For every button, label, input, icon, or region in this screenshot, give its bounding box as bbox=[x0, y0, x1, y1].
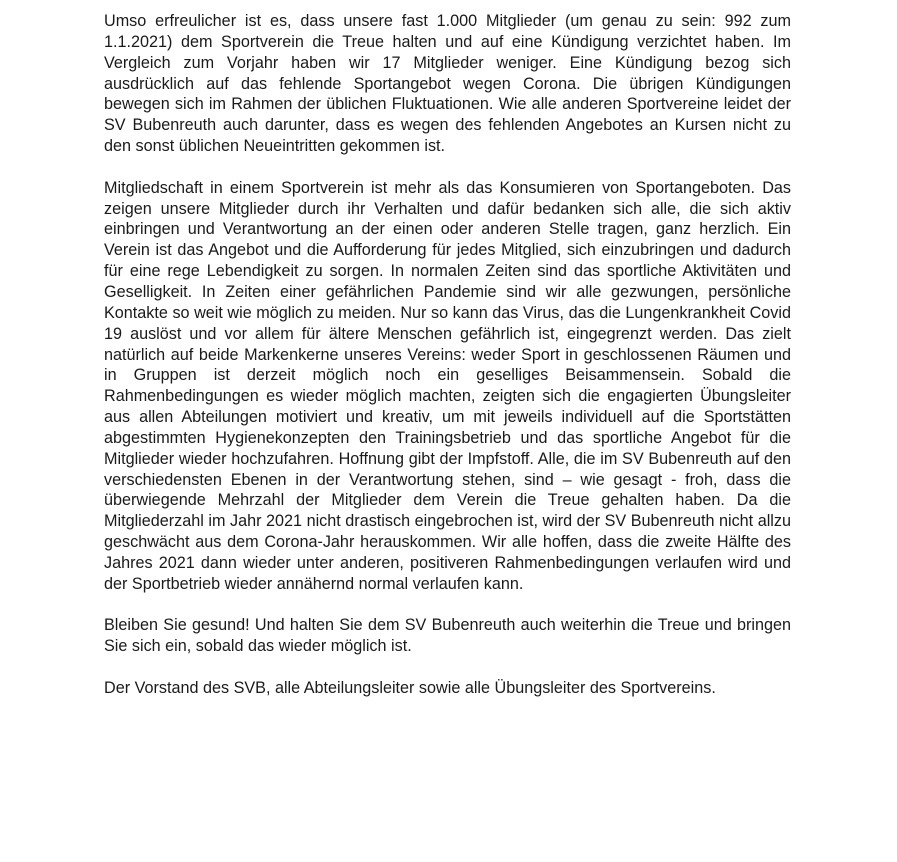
paragraph-stay-healthy: Bleiben Sie gesund! Und halten Sie dem SV Bubenreuth auch weiterhin die Treue und bringen Sie sich ein, sobald das wieder möglich ist. bbox=[104, 616, 791, 656]
paragraph-membership-numbers: Umso erfreulicher ist es, dass unsere fast 1.000 Mitglieder (um genau zu sein: 992 zum 1.1.2021) dem Sportverein die Treue halten und auf eine Kündigung verzichtet haben. Im Vergleich zum Vorjahr haben wir 17 Mitglieder weniger. Eine Kündigung bezog sich ausdrücklich auf das fehlende Sportangebot wegen Corona. Die übrigen Kündigungen bewegen sich im Rahmen der üblichen Fluktuationen. Wie alle anderen Sportvereine leidet der SV Bubenreuth auch darunter, dass es wegen des fehlenden Angebotes an Kursen nicht zu den sonst üblichen Neueintritten gekommen ist. bbox=[104, 12, 791, 156]
paragraph-signature: Der Vorstand des SVB, alle Abteilungsleiter sowie alle Übungsleiter des Sportvereins. bbox=[104, 679, 716, 697]
document-page bbox=[104, 11, 791, 720]
paragraph-club-membership: Mitgliedschaft in einem Sportverein ist mehr als das Konsumieren von Sportangeboten. Das zeigen unsere Mitglieder durch ihr Verhalten und dafür bedanken sich alle, die sich aktiv einbringen und Verantwortung an der einen oder anderen Stelle tragen, ganz herzlich. Ein Verein ist das Angebot und die Aufforderung für jedes Mitglied, sich einzubringen und dadurch für eine rege Lebendigkeit zu sorgen. In normalen Zeiten sind das sportliche Aktivitäten und Geselligkeit. In Zeiten einer gefährlichen Pandemie sind wir alle gezwungen, persönliche Kontakte so weit wie möglich zu meiden. Nur so kann das Virus, das die Lungenkrankheit Covid 19 auslöst und vor allem für ältere Menschen gefährlich ist, eingegrenzt werden. Das zielt natürlich auf beide Markenkerne unseres Vereins: weder Sport in geschlossenen Räumen und in Gruppen ist derzeit möglich noch ein geselliges Beisammensein. Sobald die Rahmenbedingungen es wieder möglich machten, zeigten sich die engagierten Übungsleiter aus allen Abteilungen motiviert und kreativ, um mit jeweils individuell auf die Sportstätten abgestimmten Hygienekonzepten den Trainingsbetrieb und das sportliche Angebot für die Mitglieder wieder hochzufahren. Hoffnung gibt der Impfstoff. Alle, die im SV Bubenreuth auf den verschiedensten Ebenen in der Verantwortung stehen, sind – wie gesagt - froh, dass die überwiegende Mehrzahl der Mitglieder dem Verein die Treue gehalten haben. Da die Mitgliederzahl im Jahr 2021 nicht drastisch eingebrochen ist, wird der SV Bubenreuth nicht allzu geschwächt aus dem Corona-Jahr herauskommen. Wir alle hoffen, dass die zweite Hälfte des Jahres 2021 dann wieder unter anderen, positiveren Rahmenbedingungen verlaufen wird und der Sportbetrieb wieder annähernd normal verlaufen kann. bbox=[104, 178, 791, 593]
